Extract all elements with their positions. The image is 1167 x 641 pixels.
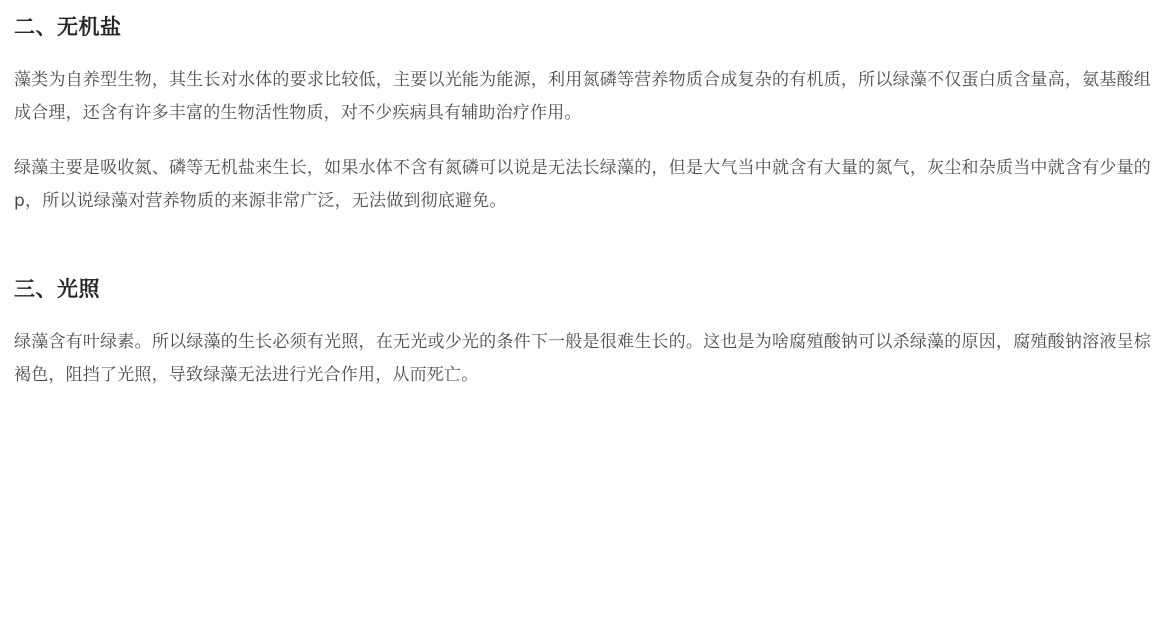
paragraph-algae-autotrophic: 藻类为自养型生物，其生长对水体的要求比较低，主要以光能为能源，利用氮磷等营养物质合成复杂的有机质，所以绿藻不仅蛋白质含量高，氨基酸组成合理，还含有许多丰富的生物活性物质，对不少疾病具有辅助治疗作用。 — [14, 70, 1151, 123]
section-inorganic-salts — [14, 12, 1151, 218]
section-light — [14, 274, 1151, 392]
section-spacer — [14, 218, 1151, 274]
paragraph-chlorophyll-light: 绿藻含有叶绿素。所以绿藻的生长必须有光照，在无光或少光的条件下一般是很难生长的。这也是为啥腐殖酸钠可以杀绿藻的原因，腐殖酸钠溶液呈棕褐色，阻挡了光照，导致绿藻无法进行光合作用，从而死亡。 — [14, 332, 1151, 385]
section-heading-inorganic-salts: 二、无机盐 — [14, 15, 122, 39]
paragraph-nitrogen-phosphorus: 绿藻主要是吸收氮、磷等无机盐来生长，如果水体不含有氮磷可以说是无法长绿藻的，但是大气当中就含有大量的氮气，灰尘和杂质当中就含有少量的p，所以说绿藻对营养物质的来源非常广泛，无法做到彻底避免。 — [14, 158, 1151, 211]
section-heading-light: 三、光照 — [14, 277, 100, 301]
